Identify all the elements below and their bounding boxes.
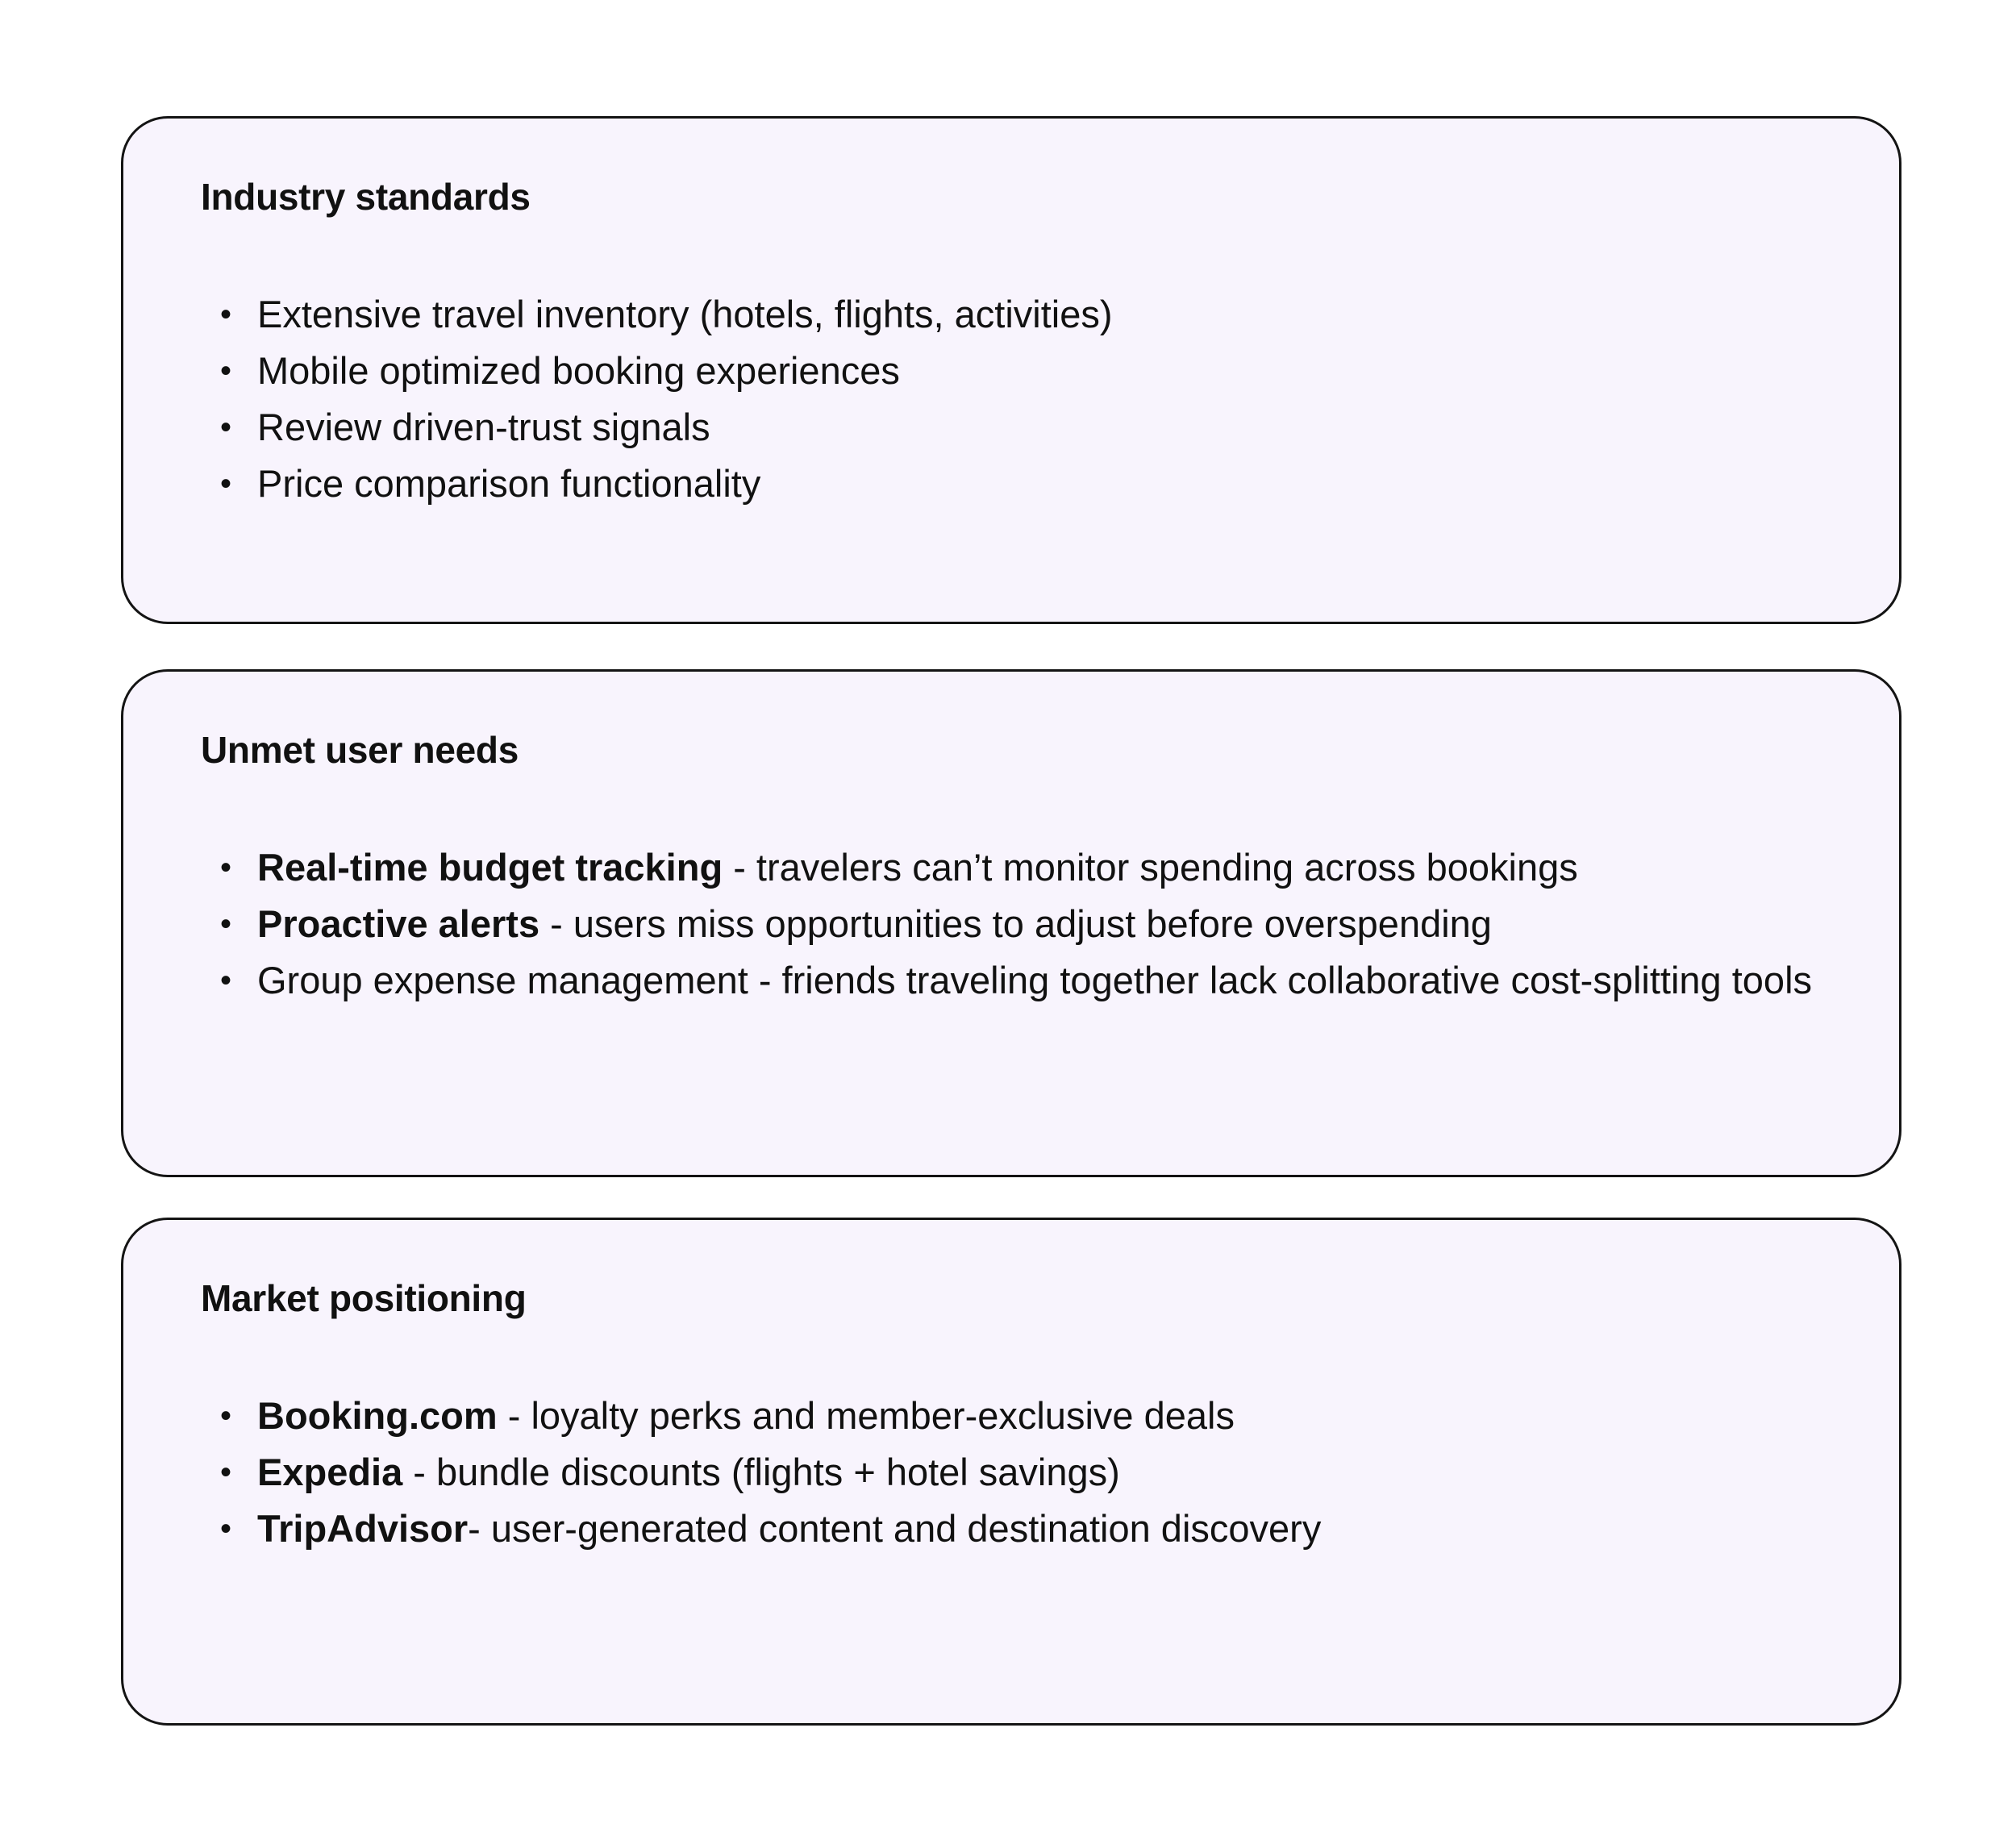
- item-bold-text: Booking.com: [257, 1394, 498, 1437]
- list-item: [201, 1501, 1846, 1557]
- item-text: - loyalty perks and member-exclusive deals: [497, 1394, 1235, 1437]
- bullet-icon: •: [220, 963, 232, 998]
- market-positioning-card: [121, 1218, 1901, 1726]
- bullet-icon: •: [220, 466, 232, 502]
- bullet-icon: •: [220, 1398, 232, 1434]
- item-text: Group expense management - friends traveling together lack collaborative cost-splitting tools: [257, 959, 1813, 1001]
- list-item: [201, 343, 1846, 399]
- section-title: Unmet user needs: [201, 729, 519, 771]
- bullet-icon: •: [220, 1455, 232, 1490]
- section-title: Market positioning: [201, 1277, 527, 1319]
- list-item: [201, 839, 1846, 896]
- item-text: - users miss opportunities to adjust before overspending: [539, 902, 1492, 945]
- item-text: - travelers can’t monitor spending across bookings: [723, 846, 1578, 889]
- list-item: [201, 286, 1846, 343]
- list-item: [201, 896, 1846, 952]
- item-text: Extensive travel inventory (hotels, flights, activities): [257, 293, 1113, 335]
- item-bold-text: Real-time budget tracking: [257, 846, 723, 889]
- item-text: - bundle discounts (flights + hotel savings): [402, 1451, 1120, 1493]
- bullet-icon: •: [220, 297, 232, 332]
- bullet-icon: •: [220, 850, 232, 885]
- bullet-icon: •: [220, 410, 232, 445]
- list-item: [201, 1388, 1846, 1444]
- list-item: [201, 456, 1846, 512]
- industry-standards-card: [121, 116, 1901, 624]
- bullet-icon: •: [220, 353, 232, 389]
- item-bold-text: Proactive alerts: [257, 902, 540, 945]
- bullet-icon: •: [220, 906, 232, 942]
- list-item: [201, 1444, 1846, 1501]
- bullet-list: [201, 839, 1846, 1009]
- unmet-user-needs-card: [121, 669, 1901, 1177]
- item-bold-text: TripAdvisor: [257, 1507, 469, 1550]
- item-text: Review driven-trust signals: [257, 406, 710, 448]
- section-title: Industry standards: [201, 176, 531, 218]
- item-bold-text: Expedia: [257, 1451, 403, 1493]
- item-text: Mobile optimized booking experiences: [257, 349, 900, 392]
- bullet-list: [201, 286, 1846, 512]
- list-item: [201, 952, 1846, 1009]
- bullet-list: [201, 1388, 1846, 1557]
- item-text: Price comparison functionality: [257, 462, 761, 505]
- item-text: - user-generated content and destination discovery: [468, 1507, 1322, 1550]
- bullet-icon: •: [220, 1511, 232, 1547]
- list-item: [201, 399, 1846, 456]
